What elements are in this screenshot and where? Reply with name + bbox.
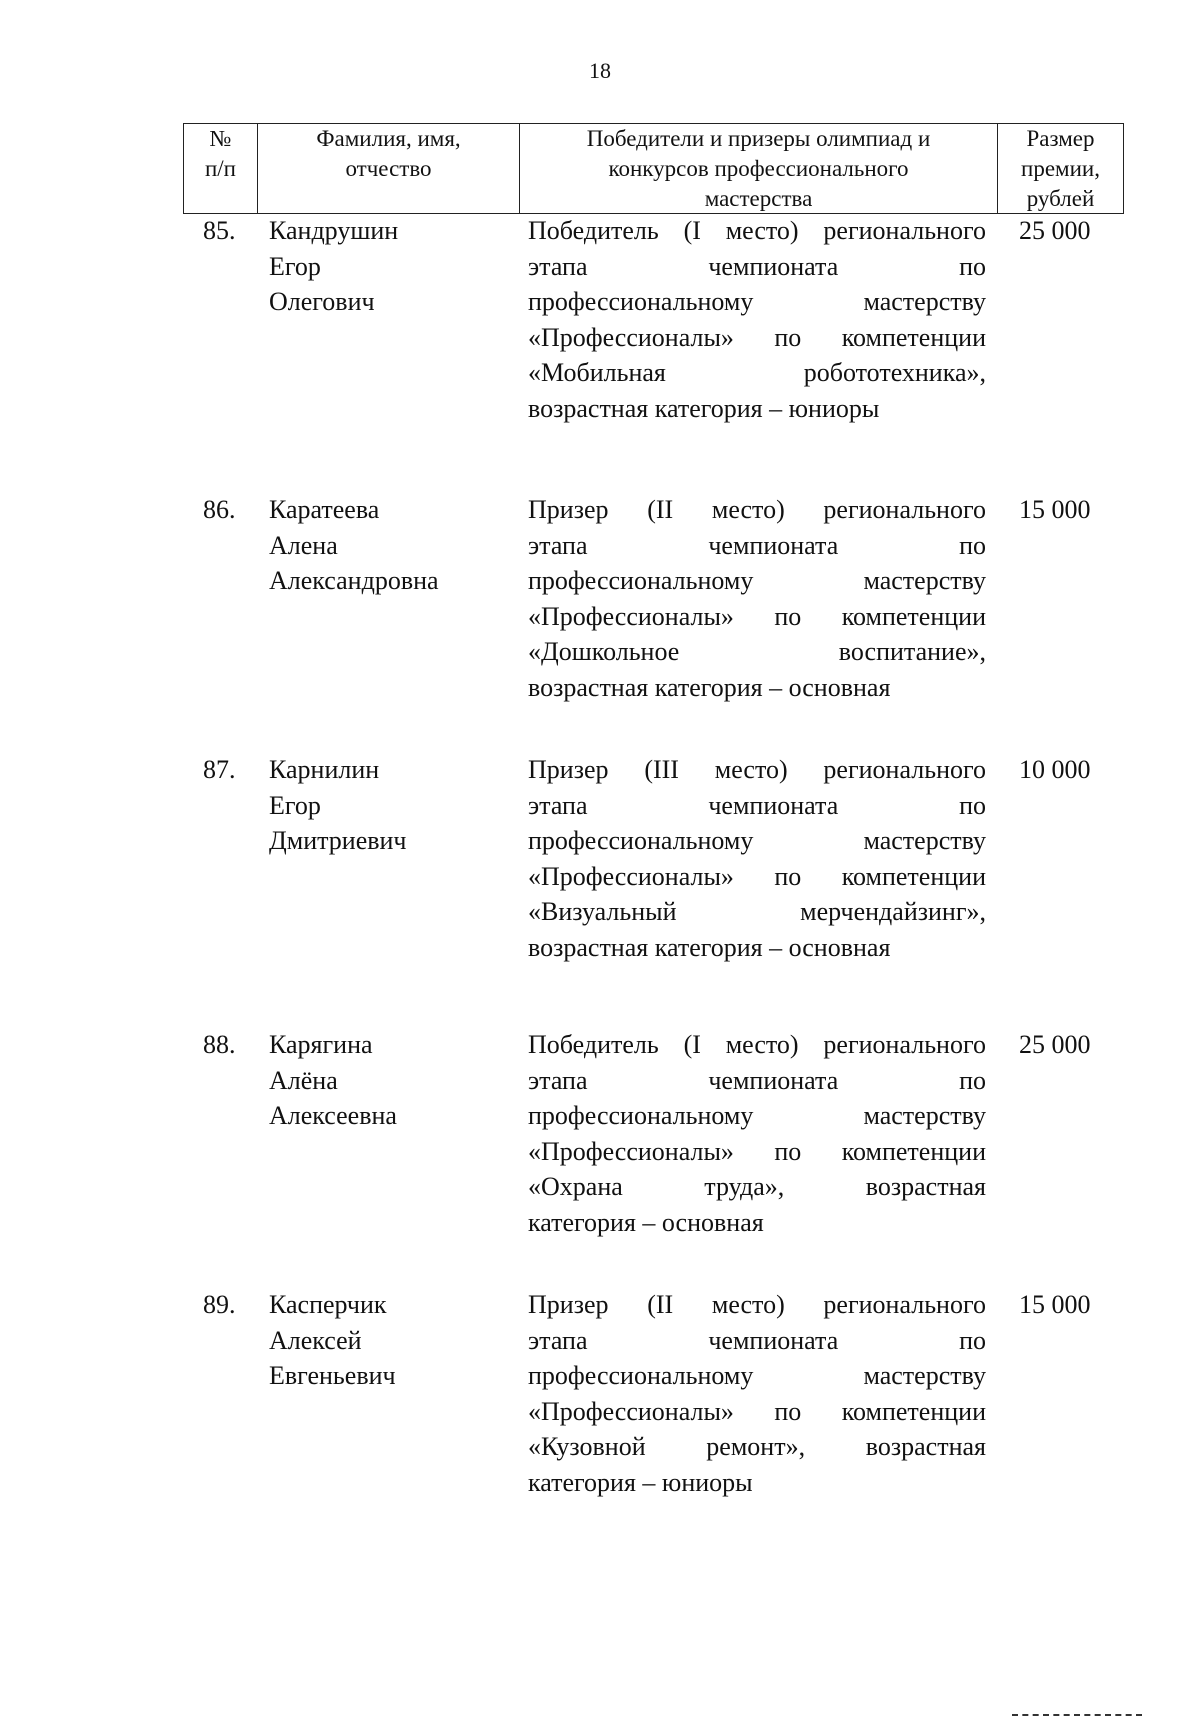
award-description (528, 1287, 986, 1501)
award-line: «Профессионалы» по компетенции (528, 1396, 986, 1426)
prize-amount: 25 000 (1019, 1030, 1091, 1059)
name-line: Егор (269, 790, 321, 820)
name-line: Касперчик (269, 1290, 387, 1319)
page-number: 18 (589, 58, 611, 83)
award-line: «Мобильная робототехника», (528, 358, 986, 388)
award-line: «Охрана труда», возрастная (528, 1172, 986, 1202)
footer-line (1012, 1714, 1142, 1720)
row-number: 89. (203, 1290, 236, 1319)
recipient-name (269, 492, 509, 599)
award-line: категория – основная (528, 1207, 764, 1237)
header-text: мастерства (704, 186, 813, 211)
award-line: Победитель (I место) регионального (528, 1030, 986, 1059)
award-line: возрастная категория – основная (528, 672, 891, 702)
award-description (528, 752, 986, 966)
prize-amount: 10 000 (1019, 755, 1091, 784)
header-text: премии, (1021, 156, 1100, 181)
award-line: профессиональному мастерству (528, 566, 986, 596)
award-line: «Визуальный мерчендайзинг», (528, 897, 986, 927)
header-name-column (257, 124, 519, 213)
award-line: профессиональному мастерству (528, 287, 986, 317)
award-line: Победитель (I место) регионального (528, 216, 986, 245)
recipient-name (269, 1027, 509, 1134)
award-line: Призер (II место) регионального (528, 1290, 986, 1319)
award-line: «Профессионалы» по компетенции (528, 322, 986, 352)
award-line: «Кузовной ремонт», возрастная (528, 1432, 986, 1462)
header-text: Фамилия, имя, (316, 126, 461, 151)
row-number: 87. (203, 755, 236, 784)
name-line: Егор (269, 251, 321, 281)
award-line: этапа чемпионата по (528, 530, 986, 560)
award-description (528, 1027, 986, 1241)
table-header (183, 123, 1124, 214)
header-text: конкурсов профессионального (608, 156, 909, 181)
header-text: п/п (204, 156, 236, 181)
name-line: Дмитриевич (269, 826, 407, 856)
name-line: Алексеевна (269, 1101, 397, 1131)
name-line: Алёна (269, 1065, 338, 1095)
recipient-name (269, 213, 509, 320)
award-line: «Профессионалы» по компетенции (528, 1136, 986, 1166)
award-line: этапа чемпионата по (528, 1065, 986, 1095)
award-line: возрастная категория – юниоры (528, 393, 880, 423)
award-description (528, 492, 986, 706)
recipient-name (269, 752, 509, 859)
header-text: № (209, 126, 232, 151)
award-line: профессиональному мастерству (528, 1361, 986, 1391)
award-line: категория – юниоры (528, 1467, 753, 1497)
award-line: «Профессионалы» по компетенции (528, 861, 986, 891)
award-line: «Профессионалы» по компетенции (528, 601, 986, 631)
row-number: 85. (203, 216, 236, 245)
name-line: Кандрушин (269, 216, 399, 245)
header-text: отчество (345, 156, 432, 181)
name-line: Александровна (269, 566, 439, 596)
award-line: этапа чемпионата по (528, 790, 986, 820)
header-text: рублей (1026, 186, 1095, 211)
award-line: этапа чемпионата по (528, 1325, 986, 1355)
prize-amount: 25 000 (1019, 216, 1091, 245)
recipient-name (269, 1287, 509, 1394)
prize-amount: 15 000 (1019, 495, 1091, 524)
prize-amount: 15 000 (1019, 1290, 1091, 1319)
award-line: Призер (II место) регионального (528, 495, 986, 524)
name-line: Алена (269, 530, 338, 560)
award-line: профессиональному мастерству (528, 826, 986, 856)
name-line: Карягина (269, 1030, 373, 1059)
header-number-column (183, 124, 257, 213)
name-line: Олегович (269, 287, 375, 317)
row-number: 86. (203, 495, 236, 524)
name-line: Карнилин (269, 755, 380, 784)
award-line: «Дошкольное воспитание», (528, 637, 986, 667)
header-award-column (519, 124, 997, 213)
name-line: Алексей (269, 1325, 362, 1355)
award-line: возрастная категория – основная (528, 932, 891, 962)
header-prize-column (997, 124, 1124, 213)
header-text: Размер (1026, 126, 1095, 151)
award-line: профессиональному мастерству (528, 1101, 986, 1131)
name-line: Каратеева (269, 495, 380, 524)
award-description (528, 213, 986, 427)
award-line: этапа чемпионата по (528, 251, 986, 281)
header-text: Победители и призеры олимпиад и (586, 126, 931, 151)
name-line: Евгеньевич (269, 1361, 396, 1391)
award-line: Призер (III место) регионального (528, 755, 986, 784)
row-number: 88. (203, 1030, 236, 1059)
